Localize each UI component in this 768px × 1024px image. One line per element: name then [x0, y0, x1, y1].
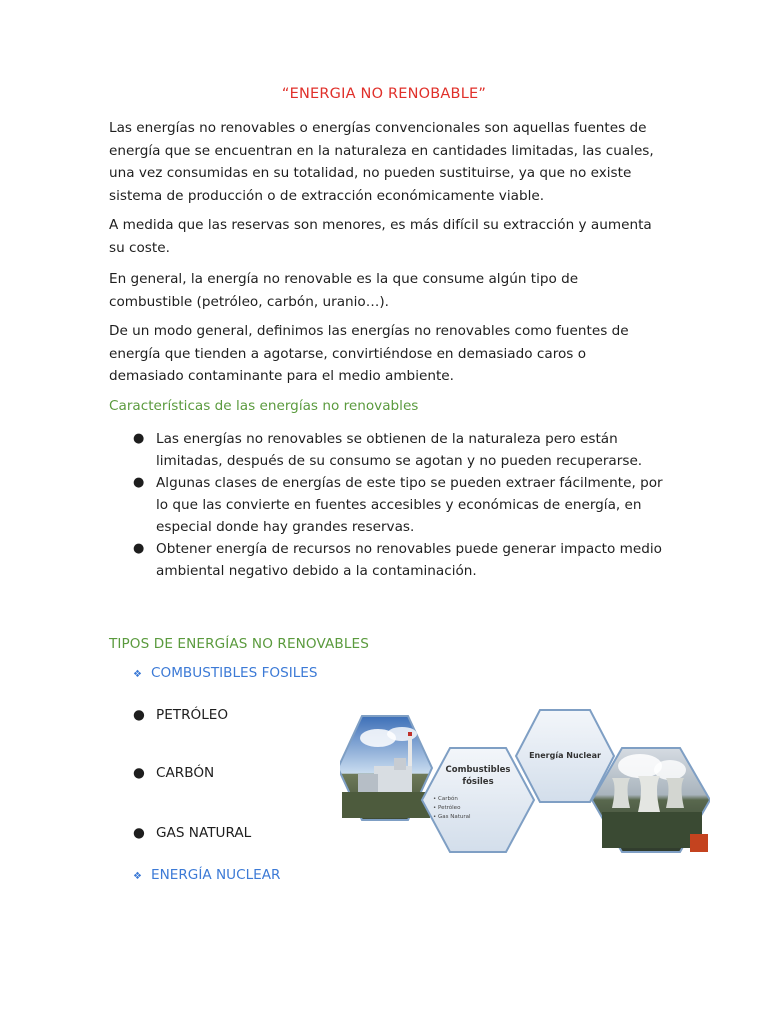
- hex-fossil-title-2: fósiles: [462, 777, 494, 787]
- diamond-bullet-icon: ❖: [133, 669, 142, 680]
- list-item-gas-natural: ● GAS NATURAL: [133, 825, 252, 841]
- paragraph-reserves: A medida que las reservas son menores, es más difícil su extracción y aumenta su coste.: [109, 217, 652, 256]
- list-item-petroleo: ● PETRÓLEO: [133, 707, 229, 723]
- paragraph-fuel: En general, la energía no renovable es la que consume algún tipo de combustible (petróleo, carbón, uranio…).: [109, 271, 579, 310]
- bullet-icon: ●: [133, 765, 145, 781]
- power-plant-photo: [340, 716, 432, 820]
- list-item: ● Obtener energía de recursos no renovables puede generar impacto medio ambiental negativo debido a la contaminación.: [133, 538, 673, 582]
- hex-fossil-fuels: [422, 748, 534, 852]
- characteristics-heading: Características de las energías no renovables: [109, 398, 419, 414]
- group-nuclear-energy: ❖ ENERGÍA NUCLEAR: [133, 867, 281, 883]
- document-title: “ENERGIA NO RENOBABLE”: [281, 86, 487, 102]
- hex-fossil-item: • Petróleo: [433, 805, 461, 811]
- hex-fossil-item: • Carbón: [433, 796, 458, 802]
- hex-fossil-item: • Gas Natural: [433, 814, 471, 820]
- paragraph-definition: Las energías no renovables o energías convencionales son aquellas fuentes de energía que se encuentran en la naturaleza en cantidades limitadas, las cuales, una vez consumidas en su totalidad, no pueden sustituirse, ya que no existe sistema de producción o de extracción económicamente viable.: [109, 120, 654, 204]
- bullet-icon: ●: [133, 541, 145, 556]
- characteristics-list: [133, 428, 673, 582]
- group-fossil-fuels: ❖ COMBUSTIBLES FOSILES: [133, 665, 318, 681]
- list-item: ● Las energías no renovables se obtienen de la naturaleza pero están limitadas, después de su consumo se agotan y no pueden recuperarse.: [133, 428, 673, 472]
- bullet-icon: ●: [133, 825, 145, 841]
- bullet-icon: ●: [133, 475, 145, 490]
- hex-nuclear-title: Energía Nuclear: [529, 751, 601, 760]
- types-heading: TIPOS DE ENERGÍAS NO RENOVABLES: [109, 636, 369, 652]
- diamond-bullet-icon: ❖: [133, 871, 142, 882]
- list-item: ● Algunas clases de energías de este tipo se pueden extraer fácilmente, por lo que las convierte en fuentes accesibles y económicas de energía, en especial donde hay grandes reservas.: [133, 472, 673, 538]
- hex-fossil-title-1: Combustibles: [445, 765, 511, 775]
- bullet-icon: ●: [133, 431, 145, 446]
- bullet-icon: ●: [133, 707, 145, 723]
- list-item-carbon: ● CARBÓN: [133, 765, 215, 781]
- energy-hexagon-diagram: [340, 708, 710, 858]
- paragraph-general: De un modo general, definimos las energías no renovables como fuentes de energía que tienden a agotarse, convirtiéndose en demasiado caros o demasiado contaminante para el medio ambiente.: [109, 323, 629, 384]
